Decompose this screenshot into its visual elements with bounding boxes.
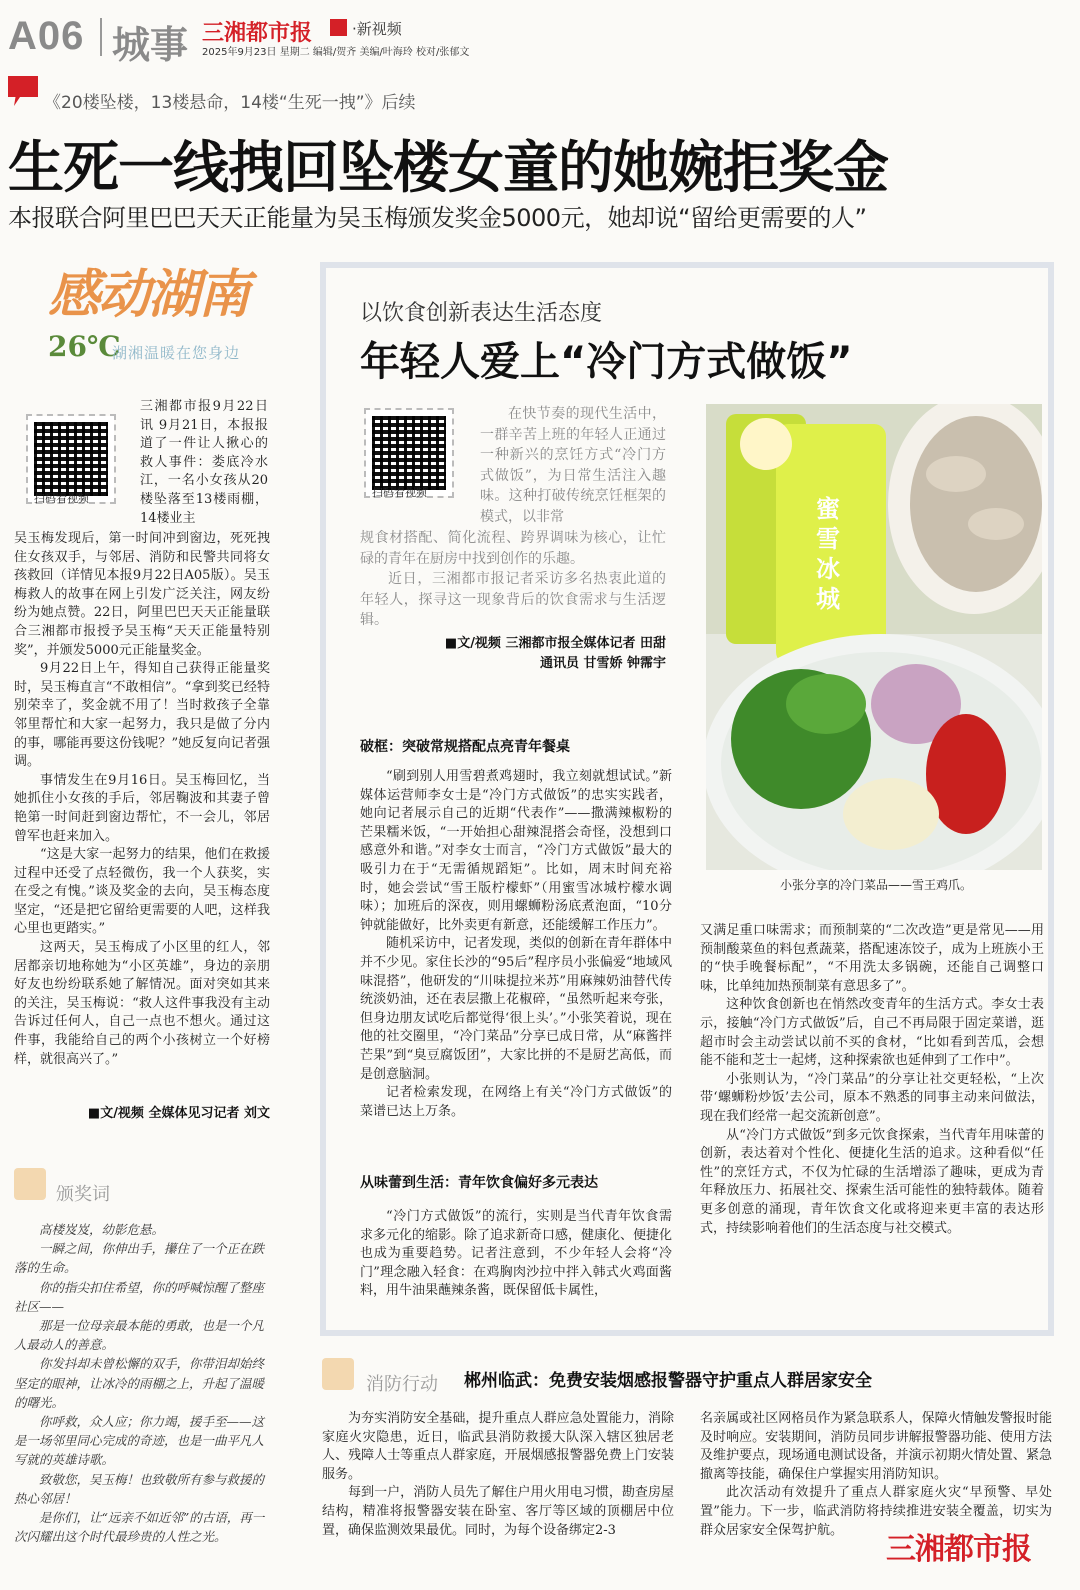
paragraph: “刷到别人用雪碧煮鸡翅时，我立刻就想试试。”新媒体运营师李女士是“冷门方式做饭”的忠实实践者，她向记者展示自己的近期“代表作”——撒满辣椒粉的芒果糯米饭，“一开始担心甜辣混搭会奇怪，没想到口感意外和谐。”对李女士而言，“冷门方式做饭”最大的吸引力在于“无需循规蹈矩”。比如，周末时间充裕时，她会尝试“雪王版柠檬虾”（用蜜雪冰城柠檬水调味）；加班后的深夜，则用螺蛳粉汤底煮泡面，“10分钟就能做好，比外卖更有新意，还能缓解工作压力”。 — [360, 769, 672, 933]
paragraph: 随机采访中，记者发现，类似的创新在青年群体中并不少见。家住长沙的“95后”程序员小张偏爱“地域风味混搭”，他研发的“川味提拉米苏”用麻辣奶油替代传统淡奶油，还在表层撒上花椒碎，“虽然听起来夸张，但身边朋友试吃后都觉得‘很上头’。”小张笑着说，现在他的社交圈里，“冷门菜品”分享已成日常，从“麻酱拌芒果”到“臭豆腐饭团”，大家比拼的不是厨艺高低，而是创意脑洞。 — [360, 936, 673, 1082]
paragraph: 此次活动有效提升了重点人群家庭火灾“早预警、早处置”能力。下一步，临武消防将持续推进安装全覆盖，切实为群众居家安全保驾护航。 — [700, 1485, 1052, 1538]
video-logo-icon — [330, 19, 347, 36]
story2-byline: ■文/视频 三湘都市报全媒体记者 田甜 — [444, 636, 666, 651]
paragraph: 为夯实消防安全基础，提升重点人群应急处置能力，消除家庭火灾隐患，近日，临武县消防救援大队深入辖区独居老人、残障人士等重点人群家庭，开展烟感报警器免费上门安装服务。 — [322, 1411, 674, 1482]
column-temp: 26℃ — [48, 330, 121, 363]
paragraph: 记者检索发现，在网络上有关“冷门方式做饭”的菜谱已达上万条。 — [360, 1085, 672, 1119]
section-name: 城事 — [112, 23, 189, 67]
qr-label: 扫码看视频 — [372, 486, 427, 499]
column-brand: 感动湖南 — [48, 264, 249, 325]
story3-tag: 消防行动 — [366, 1374, 438, 1395]
paragraph: 近日，三湘都市报记者采访多名热衷此道的年轻人，探寻这一现象背后的饮食需求与生活逻辑。 — [360, 571, 666, 629]
poem-line: 那是一位母亲最本能的勇敢，也是一个凡人最动人的善意。 — [14, 1318, 265, 1353]
qr-label: 扫码看视频 — [34, 492, 89, 505]
story2-section2 — [360, 1208, 672, 1301]
video-brand: ·新视频 — [352, 20, 402, 38]
poem-line: 你的指尖扣住希望，你的呼喊惊醒了整座社区—— — [14, 1279, 265, 1314]
poem-line: 你发抖却未曾松懈的双手，你带泪却始终坚定的眼神，让冰冷的雨棚之上，升起了温暖的曙光。 — [14, 1356, 265, 1410]
paragraph: 从“冷门方式做饭”到多元饮食探索，当代青年用味蕾的创新，表达着对个性化、便捷化生活的追求。这种看似“任性”的烹饪方式，不仅为忙碌的生活增添了趣味，更成为青年释放压力、拓展社交、探索生活可能性的独特载体。随着更多创意的涌现，青年饮食文化或将迎来更丰富的表达形式，持续影响着他们的生活态度与社交模式。 — [700, 1127, 1044, 1236]
footer-logo: 三湘都市报 — [886, 1532, 1031, 1567]
story3-col2 — [700, 1410, 1052, 1540]
story2-lead-top — [480, 404, 666, 528]
food-photo — [706, 404, 1042, 870]
poem-line: 是你们，让“远亲不如近邻”的古语，再一次闪耀出这个时代最珍贵的人性之光。 — [14, 1510, 265, 1545]
header-meta: 2025年9月23日 星期二 编辑/贺齐 美编/叶海玲 校对/张郁文 — [202, 47, 470, 58]
story1-subhead: 本报联合阿里巴巴天天正能量为吴玉梅颁发奖金5000元，她却说“留给更需要的人” — [8, 204, 867, 232]
column-slogan: 湖湘温暖在您身边 — [112, 344, 241, 362]
header-divider — [100, 18, 102, 56]
flag-icon — [8, 76, 38, 106]
story1-byline: ■文/视频 全媒体见习记者 刘文 — [87, 1106, 270, 1121]
paragraph: 小张则认为，“冷门菜品”的分享让社交更轻松，“上次带‘螺蛳粉炒饭’去公司，原本不熟悉的同事主动来问做法，现在我们经常一起交流新创意”。 — [700, 1071, 1044, 1124]
paragraph: 9月22日上午，得知自己获得正能量奖时，吴玉梅直言“不敢相信”。“拿到奖已经特别荣幸了，奖金就不用了！当时救孩子全靠邻里帮忙和大家一起努力，我只是做了分内的事，哪能再要这份钱呢？”她反复向记者强调。 — [14, 661, 270, 770]
award-poem — [14, 1220, 270, 1546]
story1-body — [14, 530, 270, 1069]
paragraph: 又满足重口味需求；而预制菜的“二次改造”更是常见——用预制酸菜鱼的料包煮蔬菜，搭配速冻饺子，成为上班族小王的“快手晚餐标配”，“不用洗太多锅碗，还能自己调整口味，比单纯加热预制菜有意思多了”。 — [700, 923, 1044, 994]
cup-text: 蜜雪冰城 — [816, 495, 840, 613]
story2-kicker: 以饮食创新表达生活态度 — [360, 301, 603, 326]
poem-line: 高楼岌岌，幼影危悬。 — [39, 1222, 165, 1237]
story3-col1 — [322, 1410, 674, 1540]
story3-headline: 郴州临武：免费安装烟感报警器守护重点人群居家安全 — [464, 1371, 872, 1391]
paragraph: 每到一户，消防人员先了解住户用火用电习惯，勘查房屋结构，精准将报警器安装在卧室、客厅等区域的顶棚居中位置，确保监测效果最优。同时，为每个设备绑定2-3 — [322, 1485, 674, 1538]
paragraph: 吴玉梅发现后，第一时间冲到窗边，死死拽住女孩双手，与邻居、消防和民警共同将女孩救回（详情见本报9月22日A05版）。吴玉梅救人的故事在网上引发广泛关注，网友纷纷为她点赞。22日，阿里巴巴天天正能量联合三湘都市报授予吴玉梅“天天正能量特别奖”，并颁发5000元正能量奖金。 — [14, 531, 270, 658]
award-icon — [14, 1168, 46, 1200]
photo-caption: 小张分享的冷门菜品——雪王鸡爪。 — [780, 878, 973, 892]
paragraph: 这两天，吴玉梅成了小区里的红人，邻居都亲切地称她为“小区英雄”，身边的亲朋好友也纷纷联系她了解情况。面对突如其来的关注，吴玉梅说：“救人这件事我没有主动告诉过任何人，自己一点也不想火。通过这件事，我能给自己的两个小孩树立一个好榜样，就很高兴了。” — [14, 940, 270, 1067]
lead-part: 规食材搭配、简化流程、跨界调味为核心，让忙碌的青年在厨房中找到创作的乐趣。 — [360, 530, 666, 567]
paragraph: “这是大家一起努力的结果，他们在救援过程中还受了点轻微伤，我一个人获奖，实在受之有愧。”谈及奖金的去向，吴玉梅态度坚定，“还是把它留给更需要的人吧，这样我心里也更踏实。” — [14, 847, 270, 937]
paragraph: 事情发生在9月16日。吴玉梅回忆，当她抓住小女孩的手后，邻居鞠波和其妻子曾艳第一时间赶到窗边帮忙，不一会儿，邻居曾军也赶来加入。 — [14, 772, 270, 844]
paper-name: 三湘都市报 — [202, 21, 313, 46]
poem-line: 致敬您，吴玉梅！也致敬所有参与救援的热心邻居！ — [14, 1471, 265, 1506]
paragraph: “冷门方式做饭”的流行，实则是当代青年饮食需求多元化的缩影。除了追求新奇口感，健康化、便捷化也成为重要趋势。记者注意到，不少年轻人会将“冷门”理念融入轻食：在鸡胸肉沙拉中拌入韩式火鸡面酱料，用牛油果蘸辣条酱，既保留低卡属性， — [360, 1209, 673, 1299]
story1-dateline: 三湘都市报9月22日讯 9月21日，本报报道了一件让人揪心的救人事件：娄底冷水江，一名小女孩从20楼坠落至13楼雨棚，14楼业主 — [140, 399, 268, 526]
fire-tag-icon — [322, 1358, 354, 1390]
page-number: A06 — [8, 14, 85, 58]
story2-right-column — [700, 922, 1044, 1238]
story2-lead-bottom — [360, 528, 666, 631]
story1-headline: 生死一线拽回坠楼女童的她婉拒奖金 — [8, 136, 888, 201]
paragraph: 这种饮食创新也在悄然改变青年的生活方式。李女士表示，接触“冷门方式做饭”后，自己不再局限于固定菜谱，逛超市时会主动尝试以前不买的食材，“比如看到苦瓜，会想能不能和芝士一起烤，这种探索欲也延伸到了工作中”。 — [700, 997, 1044, 1069]
section-title: 从味蕾到生活：青年饮食偏好多元表达 — [360, 1175, 598, 1191]
story2-headline: 年轻人爱上“冷门方式做饭” — [360, 339, 853, 385]
story2-section1 — [360, 768, 672, 1121]
section-title: 破框：突破常规搭配点亮青年餐桌 — [360, 739, 570, 755]
award-title: 颁奖词 — [56, 1184, 110, 1205]
poem-line: 一瞬之间，你伸出手，攥住了一个正在跌落的生命。 — [14, 1241, 265, 1276]
story1-kicker: 《20楼坠楼，13楼悬命，14楼“生死一拽”》后续 — [44, 93, 416, 113]
lead-part: 在快节奏的现代生活中，一群辛苦上班的年轻人正通过一种新兴的烹饪方式“冷门方式做饭”，为日常生活注入趣味。这种打破传统烹饪框架的模式，以非常 — [480, 406, 666, 525]
paragraph: 名亲属或社区网格员作为紧急联系人，保障火情触发警报时能及时响应。安装期间，消防员同步讲解报警器功能、使用方法及维护要点，现场通电测试设备，并演示初期火情处置、紧急撤离等技能，确保住户掌握实用消防知识。 — [700, 1411, 1052, 1482]
story2-byline-2: 通讯员 甘雪娇 钟霈宇 — [539, 656, 666, 671]
poem-line: 你呼救，众人应；你力竭，援手至——这是一场邻里同心完成的奇迹，也是一曲平凡人写就的英雄诗歌。 — [14, 1414, 265, 1468]
